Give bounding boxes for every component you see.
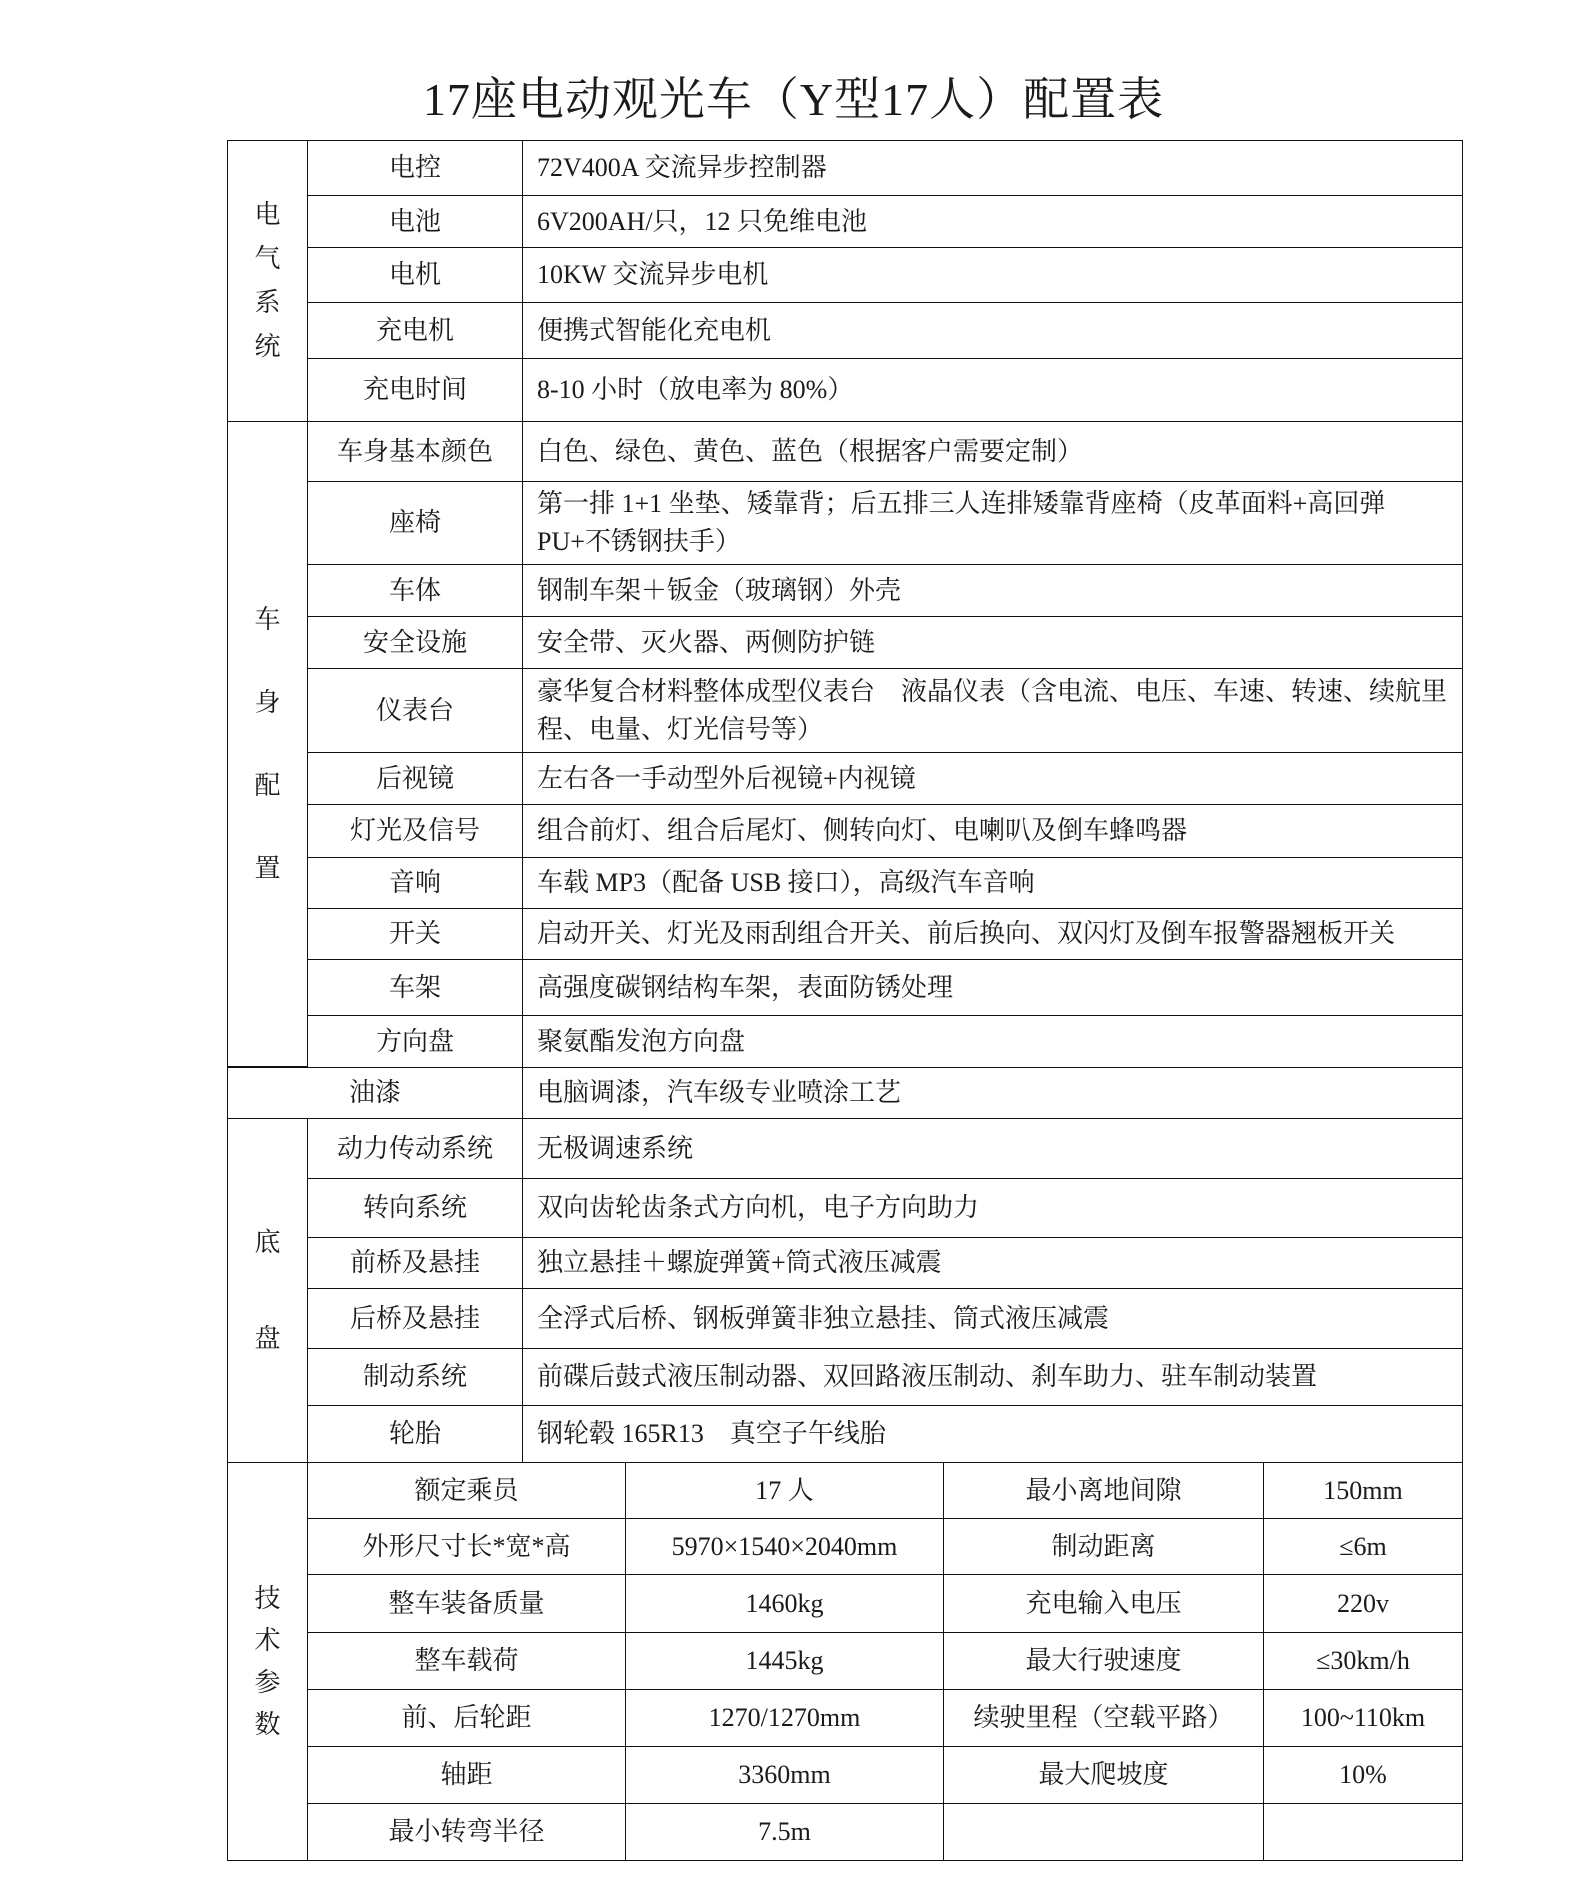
tech-value: 220v bbox=[1263, 1574, 1463, 1633]
row-value: 钢制车架＋钣金（玻璃钢）外壳 bbox=[522, 564, 1463, 617]
page-title: 17座电动观光车（Y型17人）配置表 bbox=[422, 74, 1165, 125]
row-value: 安全带、灭火器、两侧防护链 bbox=[522, 616, 1463, 669]
category-char: 数 bbox=[254, 1709, 281, 1739]
row-label: 轮胎 bbox=[307, 1405, 523, 1463]
row-label: 转向系统 bbox=[307, 1178, 523, 1238]
category-char: 术 bbox=[254, 1625, 281, 1655]
row-value: 高强度碳钢结构车架，表面防锈处理 bbox=[522, 959, 1463, 1016]
row-value: 无极调速系统 bbox=[522, 1118, 1463, 1179]
row-label: 后桥及悬挂 bbox=[307, 1288, 523, 1349]
tech-label: 制动距离 bbox=[943, 1518, 1264, 1575]
tech-label-empty bbox=[943, 1803, 1264, 1861]
row-label: 电控 bbox=[307, 140, 523, 196]
tech-label: 额定乘员 bbox=[307, 1462, 626, 1519]
tech-value: 1460kg bbox=[625, 1574, 944, 1633]
row-value: 白色、绿色、黄色、蓝色（根据客户需要定制） bbox=[522, 421, 1463, 482]
row-value: 车载 MP3（配备 USB 接口），高级汽车音响 bbox=[522, 857, 1463, 909]
row-label: 座椅 bbox=[307, 481, 523, 565]
row-label: 充电机 bbox=[307, 302, 523, 359]
row-label: 前桥及悬挂 bbox=[307, 1237, 523, 1289]
row-value: 独立悬挂＋螺旋弹簧+筒式液压减震 bbox=[522, 1237, 1463, 1289]
row-value: 双向齿轮齿条式方向机，电子方向助力 bbox=[522, 1178, 1463, 1238]
paint-value: 电脑调漆，汽车级专业喷涂工艺 bbox=[522, 1067, 1463, 1119]
row-value: 全浮式后桥、钢板弹簧非独立悬挂、筒式液压减震 bbox=[522, 1288, 1463, 1349]
row-label: 车架 bbox=[307, 959, 523, 1016]
row-value: 8-10 小时（放电率为 80%） bbox=[522, 358, 1463, 422]
tech-label: 续驶里程（空载平路） bbox=[943, 1689, 1264, 1747]
tech-value-empty bbox=[1263, 1803, 1463, 1861]
category-char: 车 bbox=[254, 605, 281, 634]
row-label: 后视镜 bbox=[307, 752, 523, 805]
tech-value: 10% bbox=[1263, 1746, 1463, 1804]
row-value: 10KW 交流异步电机 bbox=[522, 247, 1463, 303]
category-char: 参 bbox=[254, 1667, 281, 1697]
tech-value: 1270/1270mm bbox=[625, 1689, 944, 1747]
row-label: 方向盘 bbox=[307, 1015, 523, 1068]
category-char: 置 bbox=[254, 854, 281, 883]
category-body bbox=[227, 421, 308, 1067]
row-label: 灯光及信号 bbox=[307, 804, 523, 858]
tech-value: ≤30km/h bbox=[1263, 1632, 1463, 1690]
row-label: 音响 bbox=[307, 857, 523, 909]
row-label: 充电时间 bbox=[307, 358, 523, 422]
category-char: 电 bbox=[254, 200, 281, 229]
tech-value: ≤6m bbox=[1263, 1518, 1463, 1575]
tech-label: 最大爬坡度 bbox=[943, 1746, 1264, 1804]
row-label: 仪表台 bbox=[307, 668, 523, 753]
row-value: 第一排 1+1 坐垫、矮靠背；后五排三人连排矮靠背座椅（皮革面料+高回弹PU+不锈钢扶手） bbox=[522, 481, 1463, 565]
tech-label: 前、后轮距 bbox=[307, 1689, 626, 1747]
row-label: 电池 bbox=[307, 195, 523, 248]
tech-label: 充电输入电压 bbox=[943, 1574, 1264, 1633]
category-chassis bbox=[227, 1118, 308, 1463]
tech-value: 3360mm bbox=[625, 1746, 944, 1804]
tech-label: 最大行驶速度 bbox=[943, 1632, 1264, 1690]
category-char: 配 bbox=[254, 771, 281, 800]
tech-label: 最小离地间隙 bbox=[943, 1462, 1264, 1519]
tech-value: 5970×1540×2040mm bbox=[625, 1518, 944, 1575]
tech-value: 7.5m bbox=[625, 1803, 944, 1861]
row-value: 组合前灯、组合后尾灯、侧转向灯、电喇叭及倒车蜂鸣器 bbox=[522, 804, 1463, 858]
category-char: 身 bbox=[254, 688, 281, 717]
row-label: 制动系统 bbox=[307, 1348, 523, 1406]
row-label: 车体 bbox=[307, 564, 523, 617]
category-char: 统 bbox=[254, 332, 281, 361]
row-value: 启动开关、灯光及雨刮组合开关、前后换向、双闪灯及倒车报警器翘板开关 bbox=[522, 908, 1463, 960]
tech-value: 1445kg bbox=[625, 1632, 944, 1690]
row-value: 钢轮毂 165R13 真空子午线胎 bbox=[522, 1405, 1463, 1463]
row-label: 开关 bbox=[307, 908, 523, 960]
category-electrical bbox=[227, 140, 308, 422]
category-char: 技 bbox=[254, 1583, 281, 1613]
row-value: 豪华复合材料整体成型仪表台 液晶仪表（含电流、电压、车速、转速、续航里程、电量、灯光信号等） bbox=[522, 668, 1463, 753]
category-char: 盘 bbox=[254, 1323, 281, 1353]
category-char: 气 bbox=[254, 244, 281, 273]
tech-label: 整车载荷 bbox=[307, 1632, 626, 1690]
row-value: 6V200AH/只，12 只免维电池 bbox=[522, 195, 1463, 248]
row-value: 便携式智能化充电机 bbox=[522, 302, 1463, 359]
row-label: 安全设施 bbox=[307, 616, 523, 669]
category-char: 底 bbox=[254, 1227, 281, 1257]
row-label: 动力传动系统 bbox=[307, 1118, 523, 1179]
row-value: 72V400A 交流异步控制器 bbox=[522, 140, 1463, 196]
tech-label: 最小转弯半径 bbox=[307, 1803, 626, 1861]
tech-label: 外形尺寸长*宽*高 bbox=[307, 1518, 626, 1575]
row-label: 车身基本颜色 bbox=[307, 421, 523, 482]
row-value: 前碟后鼓式液压制动器、双回路液压制动、刹车助力、驻车制动装置 bbox=[522, 1348, 1463, 1406]
tech-value: 17 人 bbox=[625, 1462, 944, 1519]
row-label: 电机 bbox=[307, 247, 523, 303]
tech-value: 100~110km bbox=[1263, 1689, 1463, 1747]
tech-label: 轴距 bbox=[307, 1746, 626, 1804]
category-tech bbox=[227, 1462, 308, 1861]
row-value: 左右各一手动型外后视镜+内视镜 bbox=[522, 752, 1463, 805]
tech-value: 150mm bbox=[1263, 1462, 1463, 1519]
category-char: 系 bbox=[254, 288, 281, 317]
row-value: 聚氨酯发泡方向盘 bbox=[522, 1015, 1463, 1068]
tech-label: 整车装备质量 bbox=[307, 1574, 626, 1633]
paint-label: 油漆 bbox=[227, 1067, 523, 1119]
